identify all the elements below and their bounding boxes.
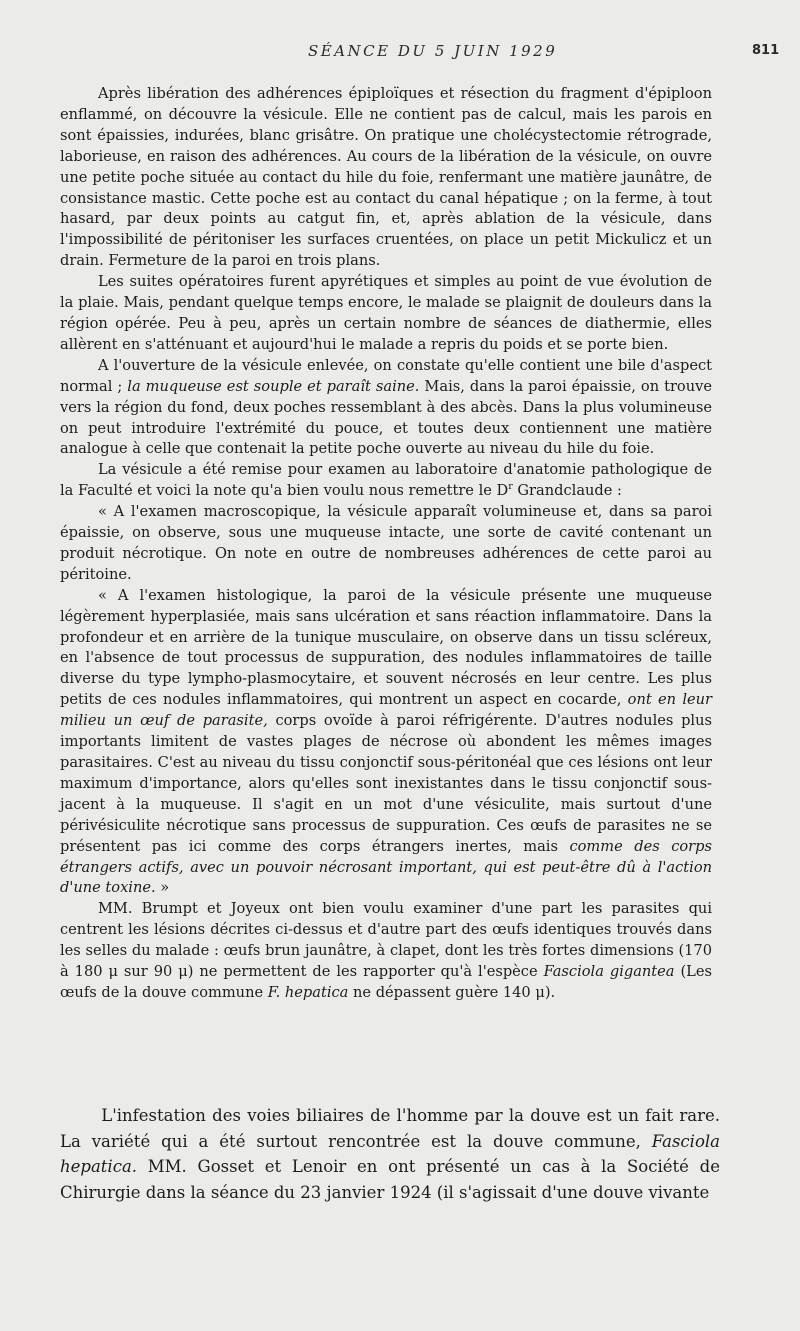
paragraph <box>60 586 712 900</box>
italic-text: F. hepatica <box>267 983 349 1001</box>
paragraph-text: corps ovoïde à paroi réfrigérente. D'autres nodules plus importants limitent de vastes plages de nécrose où abondent les mêmes images parasitaires. C'est au niveau du tissu conjonctif sous-péritonéal que ces lésions ont leur maximum d'importance, alors qu'elles sont inexistantes dans le tissu conjonctif sous-jacent à la muqueuse. Il s'agit en un mot d'une vésiculite, mais surtout d'une périvésiculite nécrotique sans processus de suppuration. Ces œufs de parasites ne se présentent pas ici comme des corps étrangers inertes, mais <box>60 712 712 855</box>
italic-text: comme des corps étrangers actifs, avec un pouvoir nécrosant important, qui est peut-être dû à l'action d'une toxine. <box>60 837 712 897</box>
paragraph <box>60 272 712 356</box>
italic-text: Fasciola hepatica. <box>60 1131 720 1176</box>
paragraph-text: Après libération des adhérences épiploïques et résection du fragment d'épiploon enflammé, on découvre la vésicule. Elle ne contient pas de calcul, mais les parois en sont épaissies, indurées, blanc grisâtre. On pratique une cholécystectomie rétrograde, laborieuse, en raison des adhérences. Au cours de la libération de la vésicule, on ouvre une petite poche située au contact du hile du foie, renfermant une matière jaunâtre, de consistance mastic. Cette poche est au contact du canal hépatique ; on la ferme, à tout hasard, par deux points au catgut fin, et, après ablation de la vésicule, dans l'impossibilité de péritoniser les surfaces cruentées, on place un petit Mickulicz et un drain. Fermeture de la paroi en trois plans. <box>60 85 712 270</box>
paragraph-text: « A l'examen histologique, la paroi de la vésicule présente une muqueuse légèrement hyperplasiée, mais sans ulcération et sans réaction inflammatoire. Dans la profondeur et en arrière de la tunique musculaire, on observe dans un tissu scléreux, en l'absence de tout processus de suppuration, des nodules inflammatoires de taille diverse du type lympho-plasmocytaire, et souvent nécrosés en leur centre. Les plus petits de ces nodules inflammatoires, qui montrent un aspect en cocarde, <box>60 586 712 709</box>
paragraph-text: L'infestation des voies biliaires de l'homme par la douve est un fait rare. La variété qui a été surtout rencontrée est la douve commune, <box>60 1106 720 1151</box>
paragraph-text: A l'ouverture de la vésicule enlevée, on constate qu'elle contient une bile d'aspect normal ; <box>60 356 712 395</box>
paragraph <box>60 899 712 1004</box>
body-text <box>60 84 712 1004</box>
italic-text: ont en leur milieu un œuf de parasite, <box>60 691 713 730</box>
paragraph-text: MM. Gosset et Lenoir en ont présenté un cas à la Société de Chirurgie dans la séance du 23 janvier 1924 (il s'agissait d'une douve vivante <box>60 1157 720 1202</box>
paragraph-text: MM. Brumpt et Joyeux ont bien voulu examiner d'une part les parasites qui centrent les lésions décrites ci-dessus et d'autre part des œufs identiques trouvés dans les selles du malade : œufs brun jaunâtre, à clapet, dont les très fortes dimensions (170 à 180 μ sur 90 μ) ne permettent de les rapporter qu'à l'espèce <box>60 900 712 981</box>
superscript: r <box>508 481 513 493</box>
paragraph <box>60 84 712 272</box>
paragraph <box>60 460 712 502</box>
paragraph <box>60 1103 720 1205</box>
paragraph-text: ne dépassent guère 140 μ). <box>348 983 556 1001</box>
paragraph-text: Grandclaude : <box>512 482 622 500</box>
page-header <box>60 40 790 64</box>
paragraph-text: Mais, dans la paroi épaissie, on trouve vers la région du fond, deux poches ressemblant à des abcès. Dans la plus volumineuse on peut introduire l'extrémité du pouce, et toutes deux contiennent une matière analogue à celle que contenait la petite poche ouverte au niveau du hile du foie. <box>60 377 713 458</box>
italic-text: la muqueuse est souple et paraît saine. <box>127 377 420 395</box>
paragraph-text: « A l'examen macroscopique, la vésicule apparaît volumineuse et, dans sa paroi épaissie, on observe, sous une muqueuse intacte, une sorte de cavité contenant un produit nécrotique. On note en outre de nombreuses adhérences de cette paroi au péritoine. <box>60 503 712 583</box>
paragraph-text: » <box>155 879 170 897</box>
running-title: SÉANCE DU 5 JUIN 1929 <box>308 42 558 60</box>
paragraph <box>60 502 712 586</box>
large-print-text <box>60 1103 720 1205</box>
paragraph <box>60 356 712 461</box>
paragraph-text: Les suites opératoires furent apyrétiques et simples au point de vue évolution de la plaie. Mais, pendant quelque temps encore, le malade se plaignit de douleurs dans la région opérée. Peu à peu, après un certain nombre de séances de diathermie, elles allèrent en s'atténuant et aujourd'hui le malade a repris du poids et se porte bien. <box>60 273 712 353</box>
paragraph-text: La vésicule a été remise pour examen au laboratoire d'anatomie pathologique de la Faculté et voici la note qu'a bien voulu nous remettre le D <box>60 461 712 500</box>
paragraph-text: (Les œufs de la douve commune <box>60 963 712 1001</box>
italic-text: Fasciola gigantea <box>543 963 675 981</box>
page-number: 811 <box>752 43 780 58</box>
